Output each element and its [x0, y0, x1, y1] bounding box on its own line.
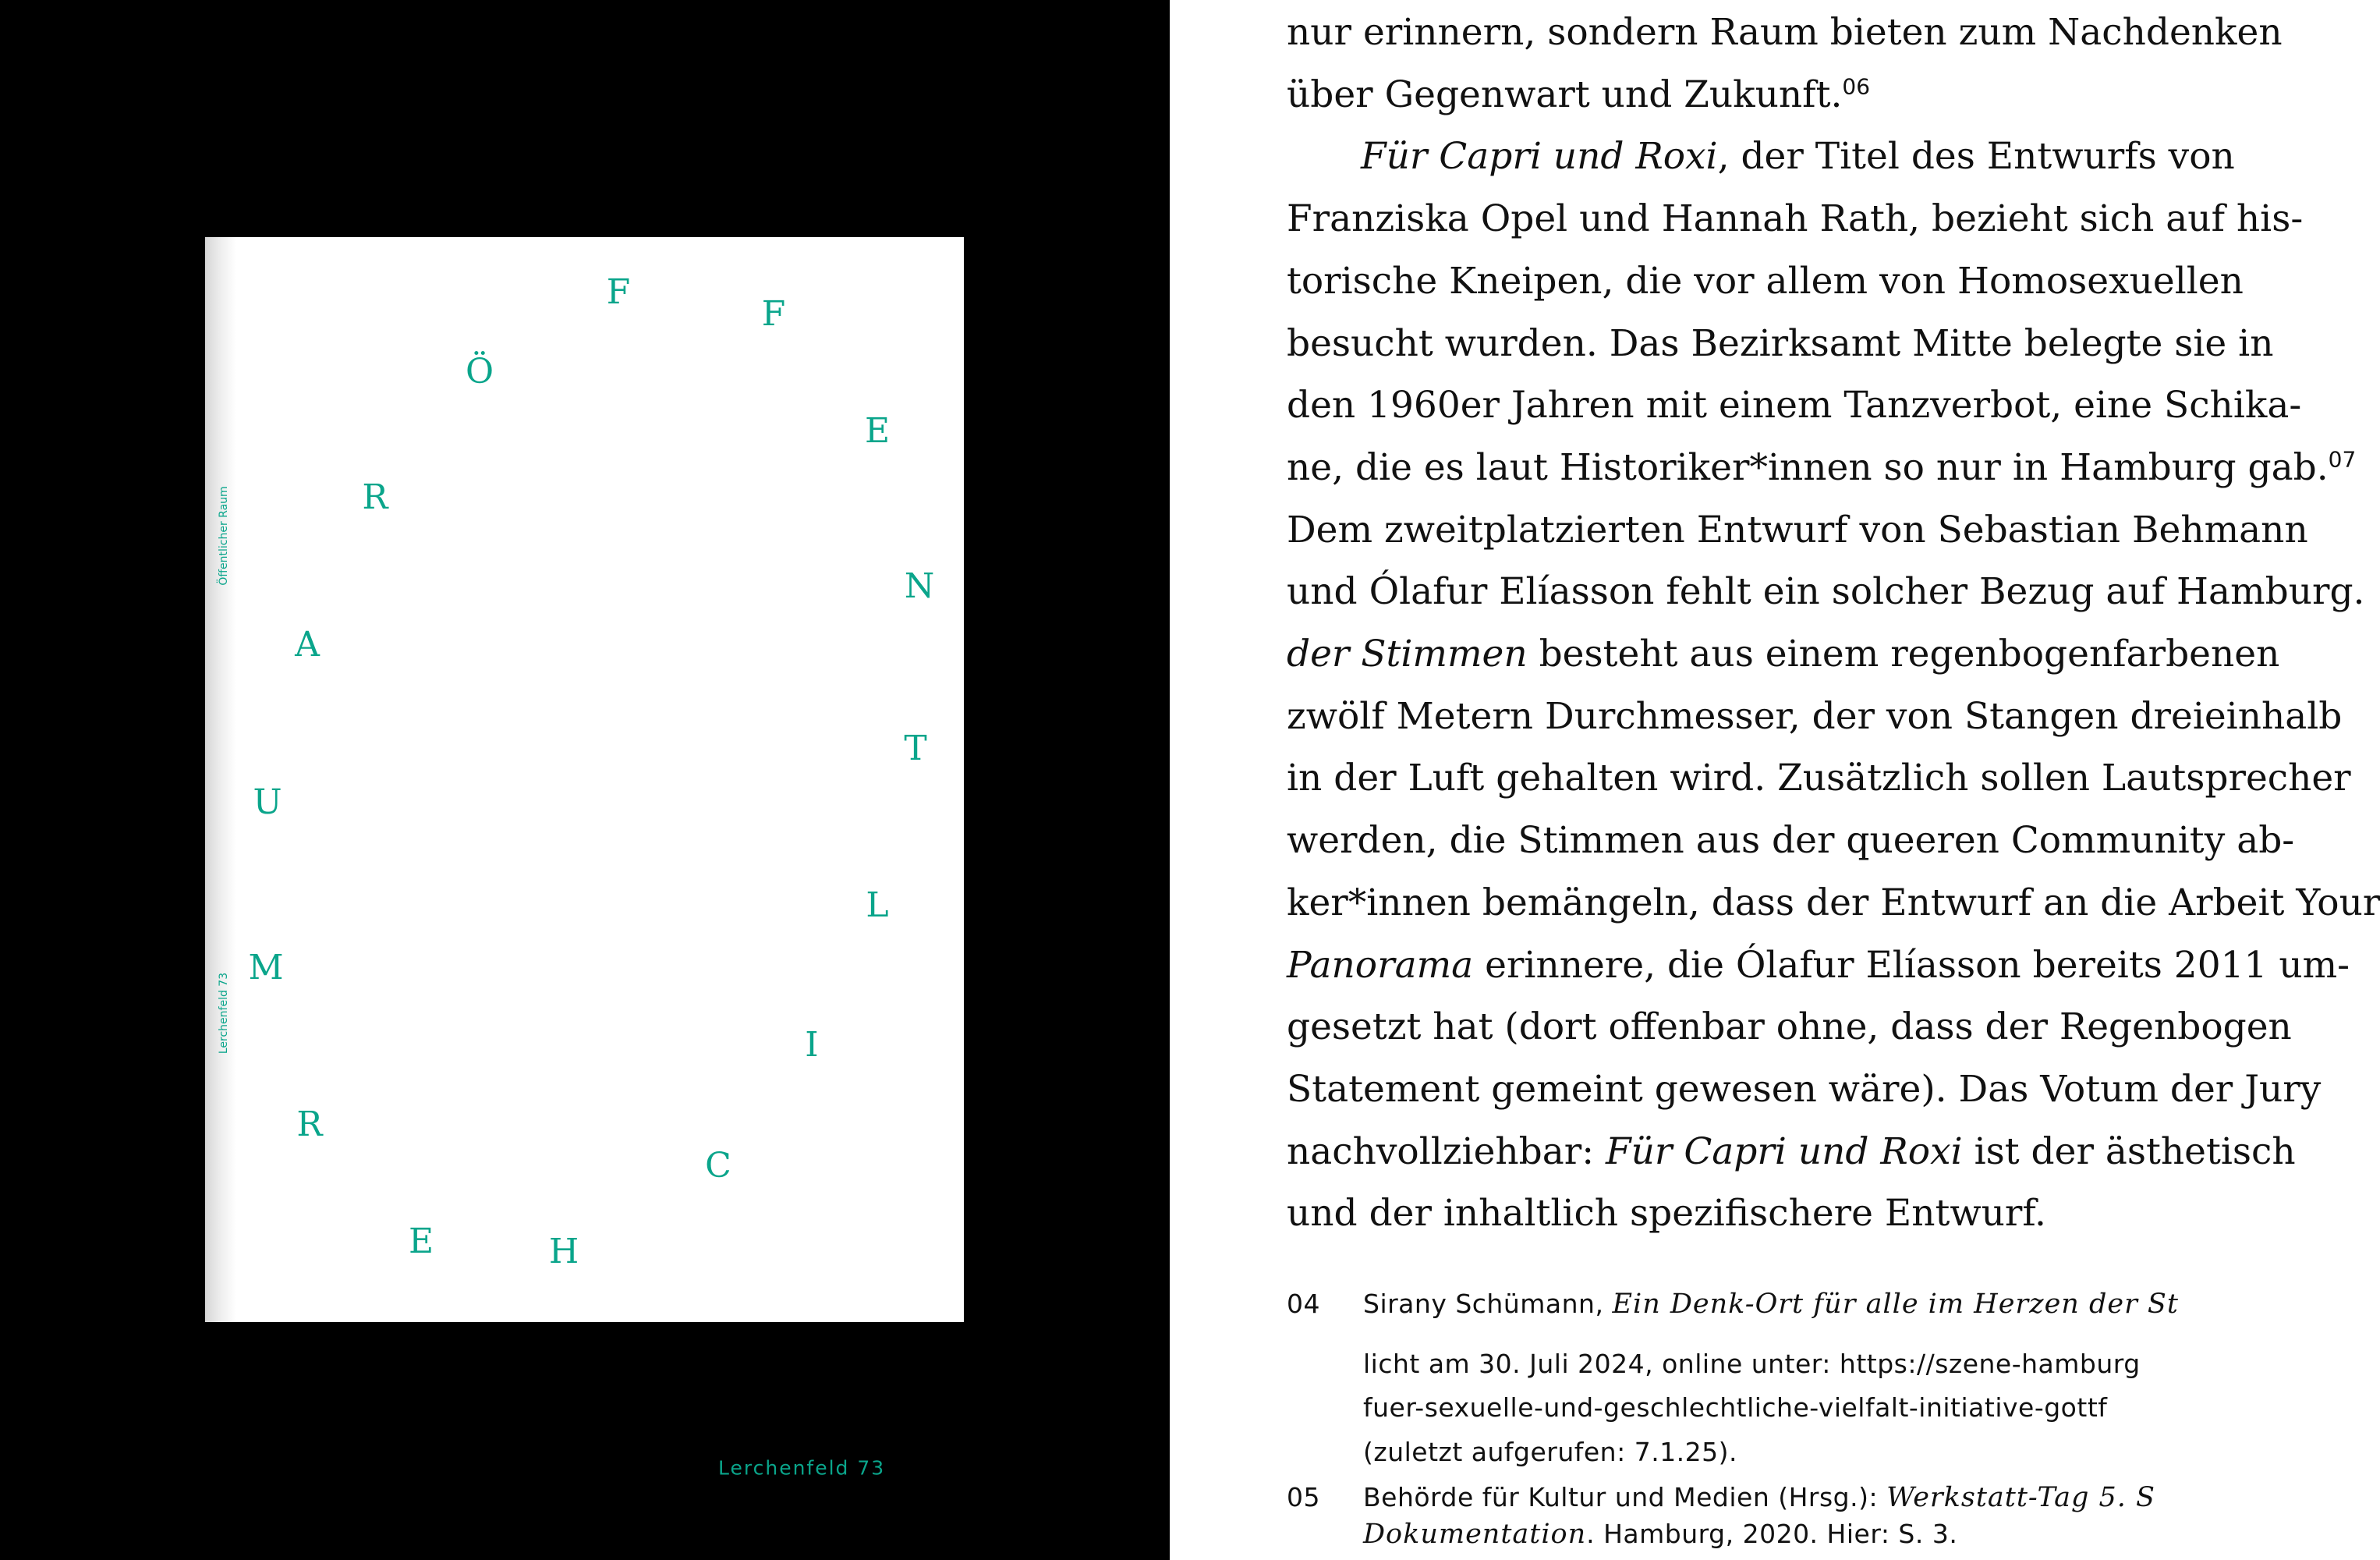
- italic-title: Für Capri und Roxi: [1361, 135, 1718, 179]
- text-line: [1287, 445, 2357, 489]
- text-line: [1287, 1005, 2292, 1049]
- cover-letter: R: [296, 1104, 323, 1144]
- text-line: [1287, 1192, 2046, 1236]
- text-run: ne, die es laut Historiker*innen so nur in Hamburg gab.: [1287, 445, 2329, 489]
- italic-title: Panorama: [1287, 943, 1474, 987]
- photo-background: [0, 0, 1170, 1560]
- footnote-number: 05: [1287, 1482, 1320, 1512]
- text-run: . Hamburg, 2020. Hier: S. 3.: [1586, 1519, 1958, 1549]
- cover-letter: I: [805, 1025, 819, 1065]
- italic-title: der Stimmen: [1287, 633, 1528, 675]
- text-run: Behörde für Kultur und Medien (Hrsg.):: [1363, 1482, 1887, 1512]
- cover-letter: E: [864, 411, 891, 451]
- cover-letter: M: [248, 948, 284, 987]
- text-run: zwölf Metern Durchmesser, der von Stangen dreieinhalb: [1287, 694, 2343, 738]
- book-cover: [205, 237, 964, 1480]
- text-line: [1361, 135, 2235, 179]
- text-line: [1287, 570, 2365, 614]
- spine-imprint: Lerchenfeld 73: [218, 972, 230, 1055]
- text-run: ker*innen bemängeln, dass der Entwurf an die Arbeit Your: [1287, 881, 2380, 924]
- text-line: [1287, 1129, 2296, 1173]
- cover-letter: F: [606, 272, 631, 312]
- footnote-text: [1363, 1291, 2179, 1318]
- cover-letter: L: [866, 885, 889, 925]
- text-line: [1287, 73, 1871, 116]
- text-line: [1287, 694, 2343, 738]
- cover-imprint: Lerchenfeld 73: [718, 1456, 886, 1480]
- text-line: [1287, 197, 2304, 241]
- footnote-text: [1363, 1484, 2155, 1512]
- text-run: und der inhaltlich spezifischere Entwurf.: [1287, 1192, 2046, 1236]
- text-run: in der Luft gehalten wird. Zusätzlich sollen Lautsprecher: [1287, 757, 2351, 800]
- text-line: [1287, 259, 2244, 303]
- text-run: ist der ästhetisch: [1962, 1129, 2296, 1173]
- text-run: werden, die Stimmen aus der queeren Community ab-: [1287, 819, 2295, 863]
- text-page: [1170, 0, 2380, 1560]
- text-line: [1287, 1067, 2322, 1111]
- text-line: [1287, 943, 2350, 987]
- text-run: über Gegenwart und Zukunft.: [1287, 73, 1843, 116]
- cover-letter: U: [253, 782, 282, 822]
- text-run: den 1960er Jahren mit einem Tanzverbot, eine Schika-: [1287, 384, 2302, 427]
- italic-title: Dokumentation: [1363, 1519, 1587, 1550]
- footnote-text: [1363, 1521, 1957, 1548]
- text-run: gesetzt hat (dort offenbar ohne, dass der Regenbogen: [1287, 1005, 2292, 1049]
- text-run: erinnere, die Ólafur Elíasson bereits 2011 um-: [1473, 943, 2350, 987]
- footnote-ref: 06: [1842, 73, 1871, 100]
- text-run: besteht aus einem regenbogenfarbenen: [1527, 633, 2280, 675]
- text-run: nur erinnern, sondern Raum bieten zum Nachdenken: [1287, 11, 2283, 54]
- cover-letter: E: [408, 1221, 434, 1261]
- footnote-number: 04: [1287, 1289, 1320, 1319]
- text-run: (zuletzt aufgerufen: 7.1.25).: [1363, 1437, 1738, 1467]
- cover-letter: A: [295, 625, 320, 665]
- text-run: licht am 30. Juli 2024, online unter: https://szene-hamburg: [1363, 1349, 2141, 1379]
- footnote-ref: 07: [2328, 446, 2357, 473]
- cover-letter: Ö: [465, 352, 494, 392]
- cover-letter: N: [904, 566, 935, 606]
- text-line: [1287, 633, 2280, 675]
- text-run: torische Kneipen, die vor allem von Homosexuellen: [1287, 259, 2244, 303]
- footnote-text: [1363, 1351, 2141, 1377]
- text-run: Dem zweitplatzierten Entwurf von Sebastian Behmann: [1287, 508, 2308, 551]
- text-line: [1287, 757, 2351, 800]
- cover-letter: C: [705, 1146, 731, 1186]
- spine-title: Öffentlicher Raum: [218, 486, 230, 586]
- text-run: nachvollziehbar:: [1287, 1129, 1606, 1173]
- text-line: [1287, 819, 2295, 863]
- text-run: fuer-sexuelle-und-geschlechtliche-vielfalt-initiative-gottf: [1363, 1392, 2108, 1423]
- cover-letter: T: [904, 729, 927, 768]
- text-run: besucht wurden. Das Bezirksamt Mitte belegte sie in: [1287, 321, 2274, 365]
- text-line: [1287, 321, 2274, 365]
- text-run: Statement gemeint gewesen wäre). Das Votum der Jury: [1287, 1067, 2322, 1111]
- text-line: [1287, 11, 2283, 54]
- italic-title: Werkstatt-Tag 5. S: [1886, 1482, 2155, 1513]
- text-run: , der Titel des Entwurfs von: [1717, 135, 2235, 179]
- italic-title: Ein Denk-Ort für alle im Herzen der St: [1612, 1289, 2179, 1320]
- footnote-text: [1363, 1439, 1737, 1465]
- cover-letter: F: [761, 294, 786, 334]
- text-run: Franziska Opel und Hannah Rath, bezieht sich auf his-: [1287, 197, 2304, 241]
- footnote-text: [1363, 1392, 2108, 1423]
- text-run: Sirany Schümann,: [1363, 1289, 1613, 1319]
- italic-title: Für Capri und Roxi: [1606, 1129, 1963, 1173]
- text-line: [1287, 881, 2380, 924]
- text-line: [1287, 508, 2308, 551]
- text-run: und Ólafur Elíasson fehlt ein solcher Bezug auf Hamburg.: [1287, 570, 2365, 614]
- text-line: [1287, 384, 2302, 427]
- cover-letter: R: [362, 477, 388, 517]
- cover-letter: H: [548, 1232, 579, 1271]
